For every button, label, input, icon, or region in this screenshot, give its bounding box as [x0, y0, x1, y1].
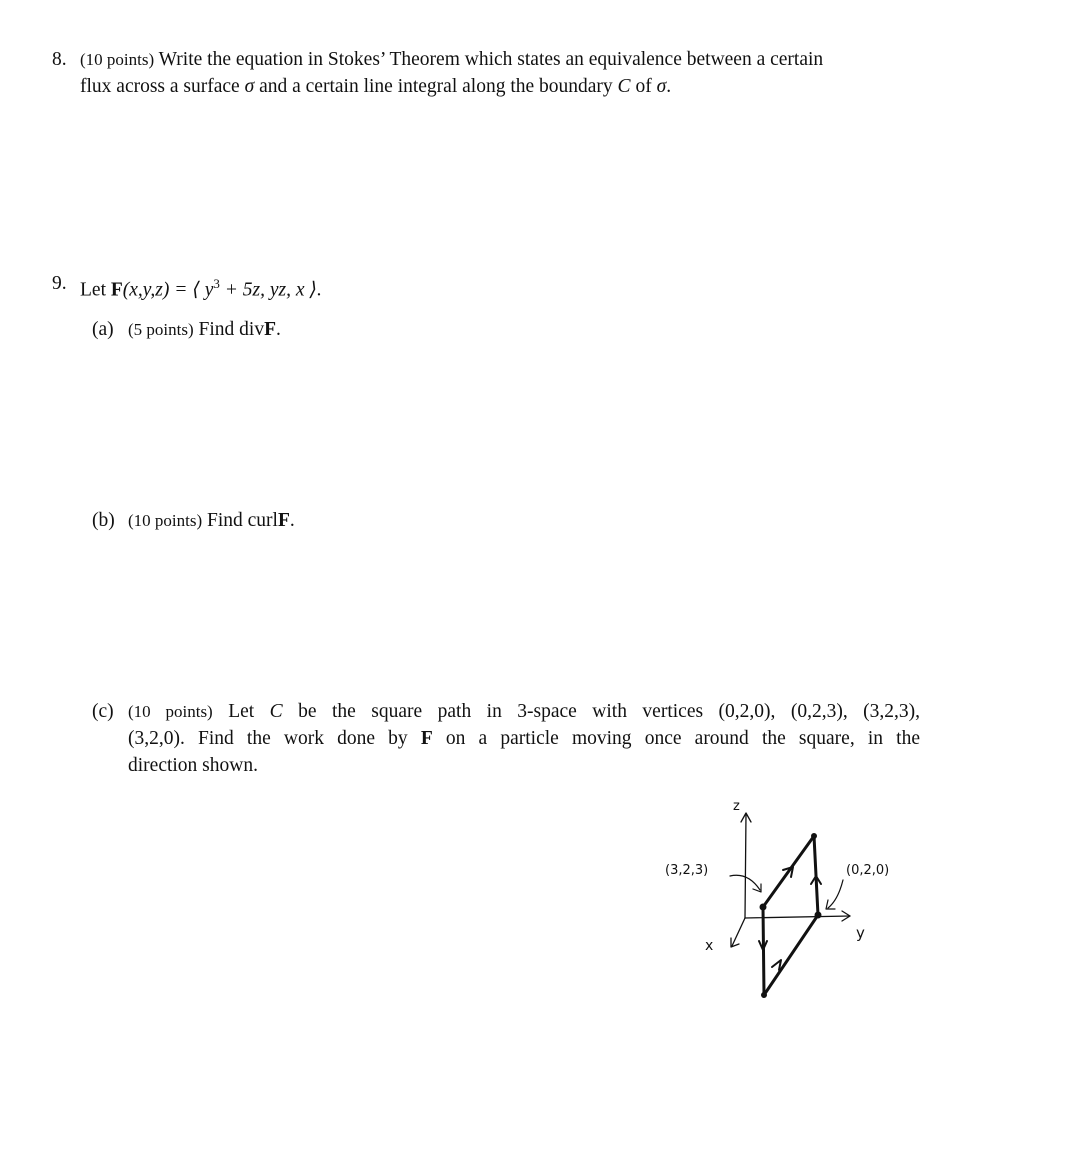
part-b-period: .	[289, 510, 295, 531]
label-323: (3,2,3)	[665, 863, 709, 878]
y-axis	[745, 916, 850, 918]
q8-text-a: flux across a surface	[80, 76, 245, 97]
q9-rest: + 5z, yz, x ⟩.	[219, 279, 322, 301]
path-edge-bottom	[764, 915, 818, 995]
part-b-f: F	[277, 510, 290, 531]
part-c-text2a: (3,2,0). Find the work done by	[128, 728, 421, 749]
path-edge-top	[763, 836, 814, 907]
vertex-020	[815, 912, 822, 919]
q8-text-c: of	[630, 76, 657, 97]
q9-number: 9.	[52, 273, 67, 294]
q8-text-b: and a certain line integral along the boundary	[254, 76, 618, 97]
part-a-period: .	[276, 319, 281, 340]
part-c-f: F	[420, 728, 433, 749]
sigma-symbol-2: σ	[656, 76, 667, 97]
vertex-323	[760, 904, 767, 911]
label-z: z	[733, 799, 740, 814]
part-c-points: (10 points)	[128, 702, 213, 721]
part-c-label: (c)	[92, 701, 114, 722]
vector-field-f: F	[110, 279, 123, 301]
part-a-label: (a)	[92, 319, 114, 340]
part-b-find: Find curl	[207, 510, 278, 531]
sigma-symbol: σ	[244, 76, 255, 97]
part-c-let: Let	[228, 701, 270, 722]
vertex-023	[811, 833, 817, 839]
q9-args: (x,y,z)	[122, 279, 170, 301]
part-b-label: (b)	[92, 510, 115, 531]
part-a-points: (5 points)	[128, 320, 194, 339]
q9-exponent: 3	[213, 276, 220, 291]
arrow-bottom-edge	[772, 960, 781, 970]
label-x: x	[705, 938, 714, 954]
q8-points: (10 points)	[80, 50, 155, 69]
leader-020	[828, 880, 843, 908]
vertex-320	[761, 992, 767, 998]
q8-text-line1: Write the equation in Stokes’ Theorem which states an equivalence between a certain	[158, 49, 824, 70]
part-a-find: Find div	[198, 319, 265, 340]
part-c-text1: be the square path in 3-space with vertices (0,2,0), (0,2,3), (3,2,3),	[282, 701, 921, 722]
q9-let: Let	[80, 279, 111, 301]
part-c-text2b: on a particle moving once around the square, in the	[432, 728, 920, 749]
x-axis	[732, 918, 745, 946]
q8-number: 8.	[52, 49, 67, 70]
label-y: y	[856, 924, 865, 942]
curve-c-symbol: C	[617, 76, 631, 97]
z-axis	[745, 814, 746, 918]
q9-eq: = ⟨ y	[169, 279, 214, 301]
part-b-points: (10 points)	[128, 511, 203, 530]
part-c-line3: direction shown.	[128, 755, 258, 776]
q8-period: .	[666, 76, 672, 97]
part-a-f: F	[264, 319, 276, 340]
part-c-curve: C	[269, 701, 283, 722]
path-edge-left	[763, 907, 764, 995]
label-020: (0,2,0)	[846, 863, 890, 878]
